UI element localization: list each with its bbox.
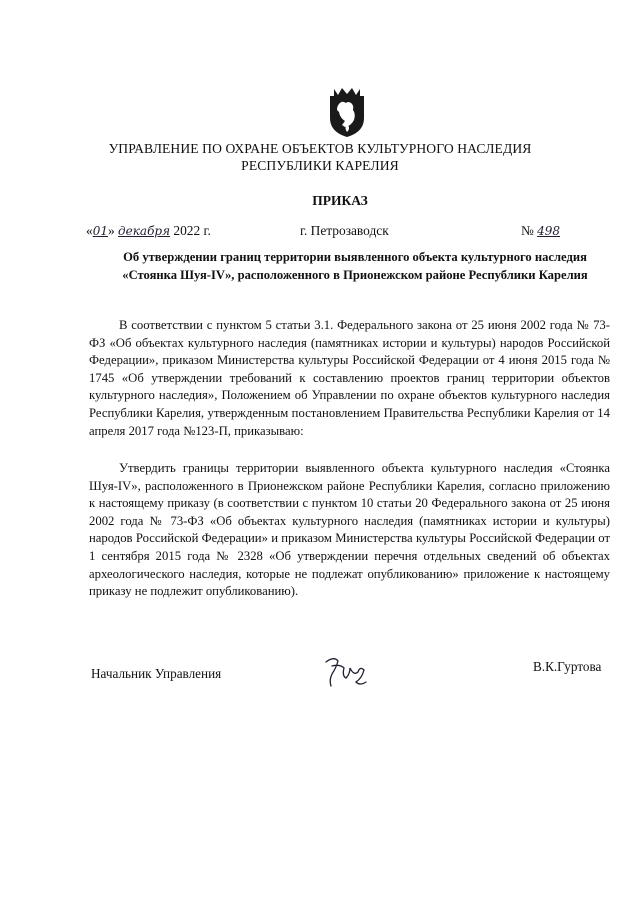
order-number-value: 498 — [537, 224, 561, 238]
signatory-title: Начальник Управления — [91, 666, 222, 681]
order-number-label: № — [521, 223, 534, 238]
signatory-name: В.К.Гуртова — [533, 659, 602, 674]
date-day: 01 — [92, 224, 108, 238]
document-type-title: ПРИКАЗ — [312, 193, 368, 208]
date-quote-close: » — [107, 223, 115, 238]
body-paragraph-resolution: Утвердить границы территории выявленного объекта культурного наследия «Стоянка Шуя-IV», расположенного в Прионежском районе Республики Карелия, согласно приложению к настоящему приказу (в соответствии с пунктом 10 статьи 20 Федерального закона от 25 июня 2002 года № 73-ФЗ «Об объектах культурного наследия (памятниках истории и культуры) народов Российской Федерации» и приказом Министерства культуры Российской Федерации от 1 сентября 2015 года № 2328 «Об утверждении перечня отдельных сведений об объектах археологического наследия, которые не подлежат опубликованию» приложение к настоящему приказу не подлежит опубликованию). — [89, 461, 610, 599]
date-year: 2022 г. — [173, 223, 211, 238]
body-paragraph-basis: В соответствии с пунктом 5 статьи 3.1. Федерального закона от 25 июня 2002 года № 73-ФЗ «Об объектах культурного наследия (памятниках истории и культуры) народов Российской Федерации», приказом Министерства культуры Российской Федерации от 4 июня 2015 года № 1745 «Об утверждении требований к составлению проектов границ территории объектов культурного наследия», Положением об Управлении по охране объектов культурного наследия Республики Карелия, утвержденным постановлением Правительства Республики Карелия от 14 апреля 2017 года №123-П, приказываю: — [89, 318, 610, 438]
order-city: г. Петрозаводск — [300, 223, 389, 238]
organization-name-line1: УПРАВЛЕНИЕ ПО ОХРАНЕ ОБЪЕКТОВ КУЛЬТУРНОГО НАСЛЕДИЯ — [108, 141, 532, 156]
order-date — [86, 223, 211, 239]
order-number — [521, 223, 560, 239]
organization-name-line2: РЕСПУБЛИКИ КАРЕЛИЯ — [241, 158, 399, 173]
karelia-coat-of-arms-icon — [327, 84, 367, 138]
order-subject: Об утверждении границ территории выявленного объекта культурного наследия «Стоянка Шуя-IV», расположенного в Прионежском районе Республики Карелия — [122, 250, 588, 282]
handwritten-signature — [320, 652, 370, 692]
date-quote-open: « — [86, 223, 93, 238]
date-month: декабря — [118, 224, 171, 238]
